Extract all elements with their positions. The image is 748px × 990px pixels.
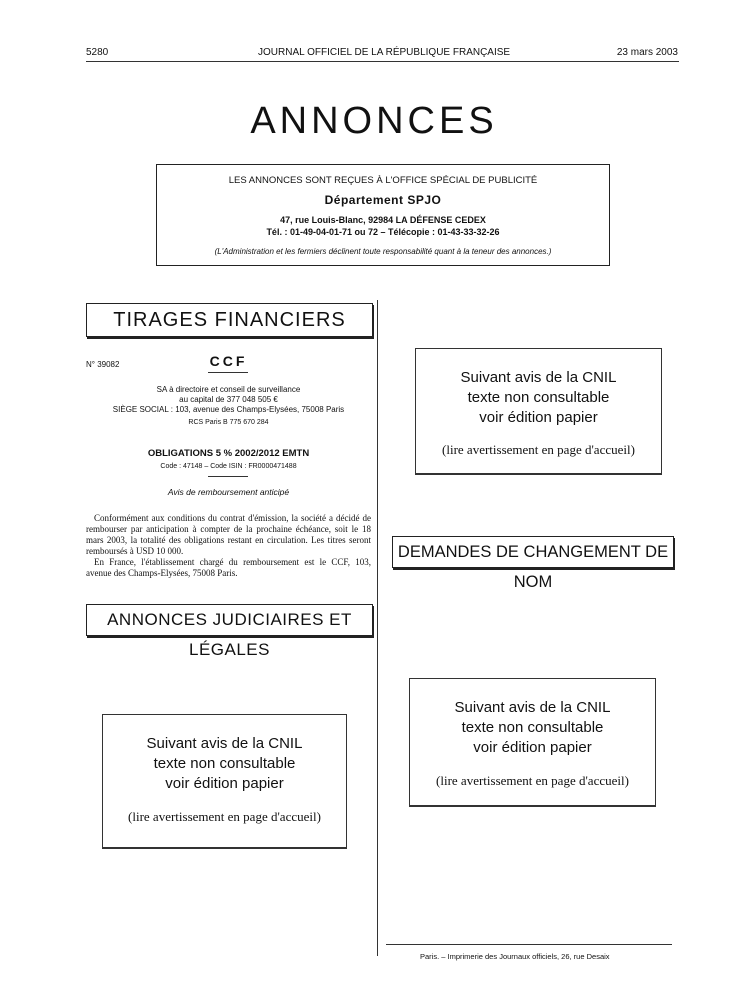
info-line-office: LES ANNONCES SONT REÇUES À L'OFFICE SPÉCIAL DE PUBLICITÉ [228,175,538,186]
cnil-line: Suivant avis de la CNIL [454,699,611,716]
notice-number: N° 39082 [86,360,120,369]
company-desc-line: RCS Paris B 775 670 284 [188,419,269,426]
codes-rule [208,476,248,477]
info-line-phone: Tél. : 01-49-04-01-71 ou 72 – Télécopie : 01-43-33-32-26 [266,227,500,237]
cnil-line: voir édition papier [165,775,284,792]
info-line-disclaimer: (L'Administration et les fermiers déclinent toute responsabilité quant à la teneur des annonces.) [214,247,552,256]
cnil-notice-box [409,678,656,806]
cnil-note: (lire avertissement en page d'accueil) [442,442,635,457]
notice-body [86,513,371,579]
company-description [86,385,371,428]
cnil-line: texte non consultable [153,755,296,772]
company-desc-line: SA à directoire et conseil de surveillance [156,385,301,394]
cnil-line: Suivant avis de la CNIL [460,369,617,386]
company-desc-line: au capital de 377 048 505 € [179,395,278,404]
avis-heading: Avis de remboursement anticipé [167,487,290,497]
cnil-line: texte non consultable [467,389,610,406]
page-title: ANNONCES [250,100,498,142]
cnil-notice-box [102,714,347,848]
section-annonces-judiciaires: ANNONCES JUDICIAIRES ET LÉGALES [86,604,373,636]
cnil-line: voir édition papier [473,739,592,756]
publicity-info-box [156,164,610,266]
section-changement-nom: DEMANDES DE CHANGEMENT DE NOM [392,536,674,568]
cnil-note: (lire avertissement en page d'accueil) [128,809,321,824]
header-date: 23 mars 2003 [616,47,678,58]
company-name: CCF [209,353,248,369]
notice-paragraph: Conformément aux conditions du contrat d'émission, la société a décidé de rembourser par anticipation à compter de la prochaine échéance, soit le 18 mars 2003, la totalité des obligations restant en circulation. Les titres seront remboursés à USD 10 000. [86,513,371,556]
column-divider [377,300,378,956]
cnil-line: voir édition papier [479,409,598,426]
cnil-note: (lire avertissement en page d'accueil) [436,773,629,788]
company-desc-line: SIÈGE SOCIAL : 103, avenue des Champs-Elysées, 75008 Paris [112,405,345,414]
footer-rule [386,944,672,945]
header-rule [86,61,679,62]
obligations-title: OBLIGATIONS 5 % 2002/2012 EMTN [147,448,310,459]
printer-footer: Paris. – Imprimerie des Journaux officiels, 26, rue Desaix [420,952,610,961]
company-rule [208,372,248,373]
section-tirages-financiers: TIRAGES FINANCIERS [86,303,373,337]
page-number: 5280 [86,47,109,58]
info-line-department: Département SPJO [324,193,442,207]
obligation-codes: Code : 47148 – Code ISIN : FR0000471488 [160,463,297,470]
journal-title: JOURNAL OFFICIEL DE LA RÉPUBLIQUE FRANÇAISE [258,47,511,58]
cnil-line: Suivant avis de la CNIL [146,735,303,752]
info-line-address: 47, rue Louis-Blanc, 92984 LA DÉFENSE CEDEX [280,215,486,225]
cnil-line: texte non consultable [461,719,604,736]
notice-paragraph: En France, l'établissement chargé du remboursement est le CCF, 103, avenue des Champs-Elysées, 75008 Paris. [86,557,371,578]
cnil-notice-box [415,348,662,474]
